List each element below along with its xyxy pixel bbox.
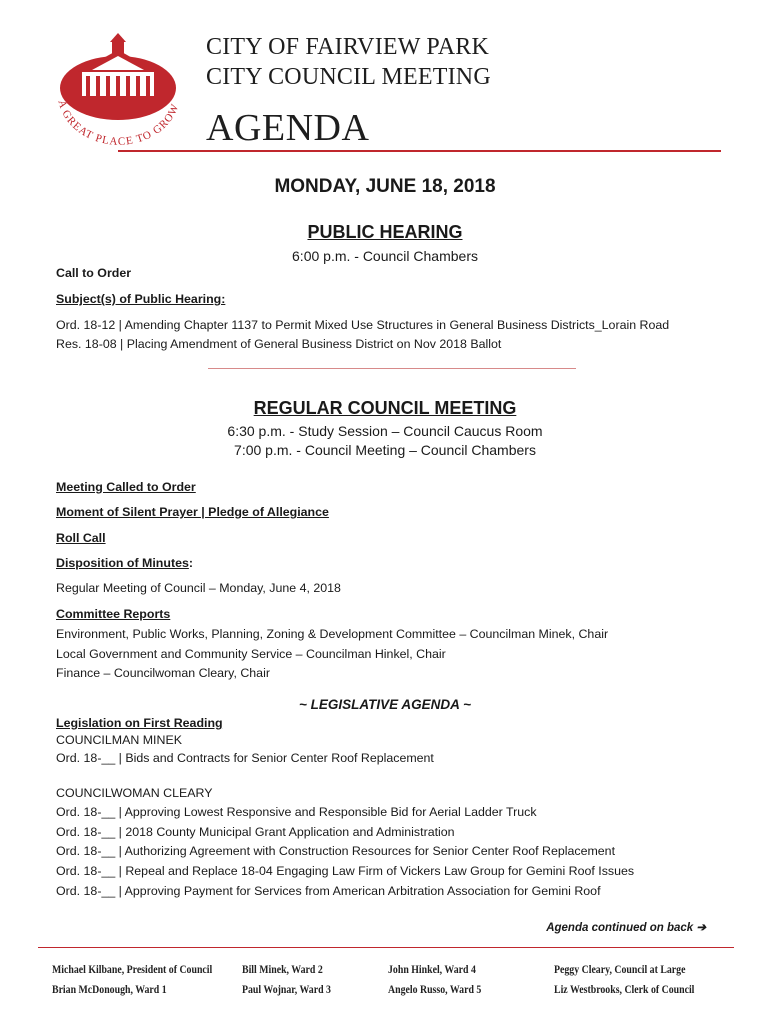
header-city-name: CITY OF FAIRVIEW PARK: [206, 34, 489, 60]
minutes-colon: :: [188, 556, 193, 570]
sponsor-cleary: COUNCILWOMAN CLEARY: [56, 786, 213, 800]
footer-clerk: Liz Westbrooks, Clerk of Council: [554, 982, 695, 996]
meeting-date: MONDAY, JUNE 18, 2018: [274, 176, 496, 197]
committee-reports-label: Committee Reports: [56, 607, 171, 621]
footer-council-member: Angelo Russo, Ward 5: [388, 982, 482, 996]
footer-council-member: Bill Minek, Ward 2: [242, 962, 323, 976]
call-to-order: Call to Order: [56, 266, 132, 280]
committee-item: Local Government and Community Service – Councilman Hinkel, Chair: [56, 647, 446, 661]
footer-council-member: John Hinkel, Ward 4: [388, 962, 476, 976]
legislation-item: Ord. 18-__ | Approving Lowest Responsive and Responsible Bid for Aerial Ladder Truck: [56, 805, 537, 819]
header-divider: [118, 150, 721, 152]
public-hearing-title: PUBLIC HEARING: [307, 222, 463, 242]
agenda-continued-note: Agenda continued on back ➔: [546, 922, 706, 934]
committee-item: Finance – Councilwoman Cleary, Chair: [56, 666, 270, 680]
minutes-heading: [56, 556, 193, 570]
regular-meeting-title: REGULAR COUNCIL MEETING: [253, 398, 517, 418]
public-hearing-item: Ord. 18-12 | Amending Chapter 1137 to Permit Mixed Use Structures in General Business Districts_Lorain Road: [56, 318, 670, 332]
legislation-item: Ord. 18-__ | Authorizing Agreement with Construction Resources for Senior Center Roof Replacement: [56, 844, 616, 858]
legislation-item: Ord. 18-__ | Repeal and Replace 18-04 Engaging Law Firm of Vickers Law Group for Gemini Roof Issues: [56, 864, 635, 878]
council-meeting-time: 7:00 p.m. - Council Meeting – Council Chambers: [234, 442, 536, 458]
roll-call: Roll Call: [56, 531, 106, 545]
legislation-item: Ord. 18-__ | Approving Payment for Services from American Arbitration Association for Gemini Roof: [56, 884, 601, 898]
header-meeting-name: CITY COUNCIL MEETING: [206, 64, 491, 90]
public-hearing-item: Res. 18-08 | Placing Amendment of General Business District on Nov 2018 Ballot: [56, 337, 502, 351]
footer-divider: [38, 947, 734, 948]
section-divider: [208, 368, 576, 369]
prayer-pledge: Moment of Silent Prayer | Pledge of Allegiance: [56, 505, 329, 519]
header-agenda-title: AGENDA: [206, 107, 370, 149]
legislative-agenda-title: ~ LEGISLATIVE AGENDA ~: [298, 697, 472, 712]
public-hearing-time: 6:00 p.m. - Council Chambers: [292, 248, 478, 264]
footer-council-member: Michael Kilbane, President of Council: [52, 962, 213, 976]
committee-item: Environment, Public Works, Planning, Zoning & Development Committee – Councilman Minek, Chair: [56, 627, 609, 641]
sponsor-minek: COUNCILMAN MINEK: [56, 733, 182, 747]
public-hearing-subjects-label: Subject(s) of Public Hearing:: [56, 292, 226, 306]
first-reading-label: Legislation on First Reading: [56, 716, 223, 730]
study-session-time: 6:30 p.m. - Study Session – Council Caucus Room: [227, 423, 543, 439]
city-seal-logo: [52, 30, 184, 148]
footer-council-member: Paul Wojnar, Ward 3: [242, 982, 331, 996]
minutes-item: Regular Meeting of Council – Monday, June 4, 2018: [56, 581, 341, 595]
footer-council-member: Brian McDonough, Ward 1: [52, 982, 167, 996]
minutes-label: Disposition of Minutes: [56, 556, 189, 570]
meeting-called-to-order: Meeting Called to Order: [56, 480, 196, 494]
logo-tagline: A GREAT PLACE TO GROW: [55, 98, 182, 148]
footer-council-member: Peggy Cleary, Council at Large: [554, 962, 686, 976]
legislation-item: Ord. 18-__ | Bids and Contracts for Senior Center Roof Replacement: [56, 751, 434, 765]
legislation-item: Ord. 18-__ | 2018 County Municipal Grant Application and Administration: [56, 825, 455, 839]
